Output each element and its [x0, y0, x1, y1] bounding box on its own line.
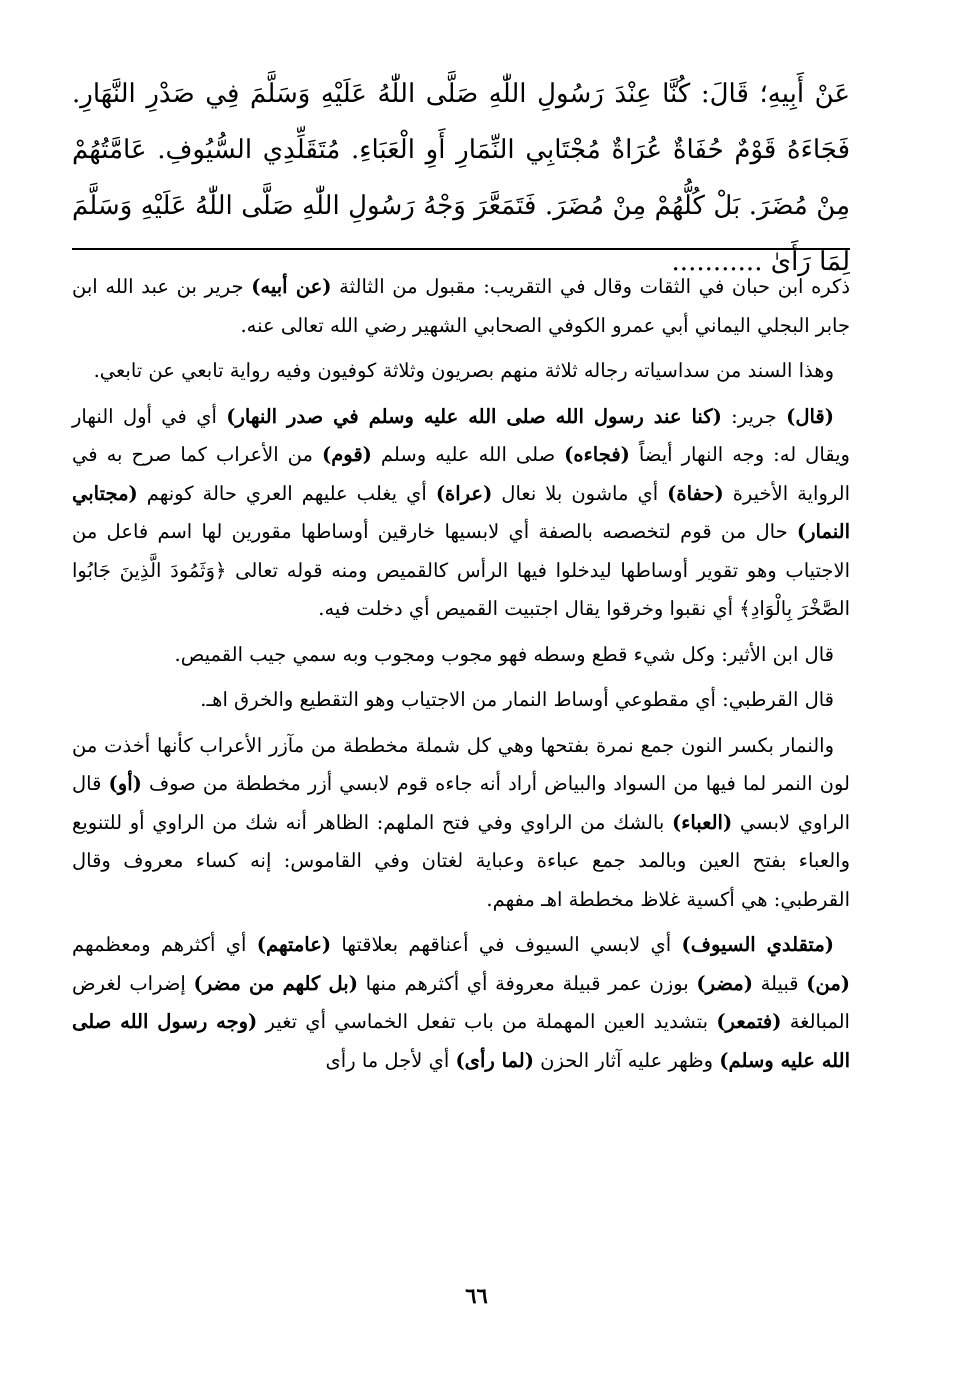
bold-term: (كنا عند رسول الله صلى الله عليه وسلم في صدر النهار) [226, 404, 722, 428]
text-run: جرير بن عبد الله ابن جابر البجلي اليماني أبي عمرو الكوفي الصحابي الشهير رضي الله تعالى عنه. [72, 275, 850, 337]
text-run: أي نقبوا وخرقوا يقال اجتبيت القميص أي دخلت فيه. [318, 597, 740, 620]
text-run: وظهر عليه آثار الحزن [533, 1048, 720, 1072]
text-run: ذكره ابن حبان في الثقات وقال في التقريب: مقبول من الثالثة [331, 275, 851, 298]
text-run: إضراب لغرض المبالغة [72, 971, 850, 1033]
text-run: حال من قوم لتخصصه بالصفة أي لابسيها خارقين أوساطها مقورين لها اسم فاعل من الاجتياب وهو تقوير أوساطها ليدخلوا فيها الرأس كالقميص ومنه قوله تعالى [72, 520, 850, 582]
bold-term: (وجه رسول الله صلى الله عليه وسلم) [72, 1010, 850, 1072]
commentary-paragraph-3 [72, 398, 850, 629]
text-run: صلى الله عليه وسلم [371, 443, 565, 466]
commentary-paragraph-5 [72, 681, 850, 720]
bold-term: (فجاءه) [564, 443, 630, 466]
text-run: وهذا السند من سداسياته رجاله ثلاثة منهم بصريون وثلاثة كوفيون وفيه رواية تابعي عن تابعي. [93, 359, 834, 382]
text-run: أي في أول النهار ويقال له: وجه النهار أيضاً [72, 404, 850, 466]
text-run: قبيلة [752, 971, 807, 995]
text-run: جرير: [721, 404, 787, 428]
text-run: أي ماشون بلا نعال [492, 481, 668, 505]
bold-term: (مجتابي النمار) [72, 481, 850, 543]
bold-term: (أو) [108, 772, 142, 795]
quran-quote: ﴿وَثَمُودَ الَّذِينَ جَابُوا الصَّخْرَ بِالْوَادِ﴾ [72, 558, 850, 620]
text-run: بالشك من الراوي وفي فتح الملهم: الظاهر أنه شك من الراوي أو للتنويع والعباء بفتح العين وبالمد جمع عباءة وعباية لغتان وفي القاموس: إنه كساء معروف وقال القرطبي: هي أكسية غلاظ مخططة اهـ مفهم. [72, 810, 850, 911]
text-run: من الأعراب كما صرح به في الرواية الأخيرة [72, 443, 850, 505]
bold-term: (من) [806, 971, 850, 995]
bold-term: (بل كلهم من مضر) [193, 971, 358, 995]
text-run: أي لأجل ما رأى [325, 1048, 456, 1072]
bold-term: (عن أبيه) [251, 275, 332, 298]
commentary-paragraph-1 [72, 268, 850, 345]
text-run: بتشديد العين المهملة من باب تفعل الخماسي أي تغير [257, 1010, 717, 1033]
text-run: قال القرطبي: أي مقطوعي أوساط النمار من الاجتياب وهو التقطيع والخرق اهـ. [200, 688, 834, 711]
page-number: ٦٦ [465, 1283, 488, 1308]
bold-term: (عراة) [435, 481, 493, 505]
bold-term: (قوم) [321, 443, 372, 466]
separator-line [72, 248, 850, 250]
text-run: بوزن عمر قبيلة معروفة أي أكثرهم منها [357, 971, 697, 995]
bold-term: (العباء) [671, 810, 733, 834]
text-run: قال الراوي لابسي [72, 772, 851, 834]
bold-term: (لما رأى) [455, 1048, 534, 1072]
bold-term: (حفاة) [667, 481, 724, 505]
commentary-paragraph-4 [72, 636, 850, 675]
bold-term: (قال) [786, 404, 834, 428]
text-run: قال ابن الأثير: وكل شيء قطع وسطه فهو مجوب ومجوب وبه سمي جيب القميص. [174, 642, 834, 666]
text-run: أي لابسي السيوف في أعناقهم بعلاقتها [331, 933, 682, 956]
bold-term: (فتمعر) [716, 1010, 782, 1033]
text-run: والنمار بكسر النون جمع نمرة بفتحها وهي كل شملة مخططة من مآزر الأعراب كأنها أخذت من لون النمر لما فيها من السواد والبياض أراد أنه جاءه قوم لابسي أزر مخططة من صوف [72, 733, 850, 795]
bold-term: (عامتهم) [256, 933, 332, 956]
bold-term: (مضر) [696, 971, 753, 995]
commentary-paragraph-2 [72, 352, 850, 391]
text-run: أي يغلب عليهم العري حالة كونهم [137, 481, 436, 505]
commentary [72, 268, 850, 1087]
commentary-paragraph-7 [72, 926, 850, 1080]
text-run: أي أكثرهم ومعظمهم [72, 933, 257, 956]
bold-term: (متقلدي السيوف) [681, 933, 834, 956]
commentary-paragraph-6 [72, 727, 850, 920]
hadith-text: عَنْ أَبِيهِ؛ قَالَ: كُنَّا عِنْدَ رَسُولِ اللّٰهِ صَلَّى اللّٰهُ عَلَيْهِ وَسَلَّمَ فِي صَدْرِ النَّهَارِ. فَجَاءَهُ قَوْمٌ حُفَاةٌ عُرَاةٌ مُجْتَابِي النِّمَارِ أَوِ الْعَبَاءِ. مُتَقَلِّدِي السُّيُوفِ. عَامَّتُهُمْ مِنْ مُضَرَ. بَلْ كُلُّهُمْ مِنْ مُضَرَ. فَتَمَعَّرَ وَجْهُ رَسُولِ اللّٰهِ صَلَّى اللّٰهُ عَلَيْهِ وَسَلَّمَ لِمَا رَأَىٰ ........... [72, 79, 850, 277]
